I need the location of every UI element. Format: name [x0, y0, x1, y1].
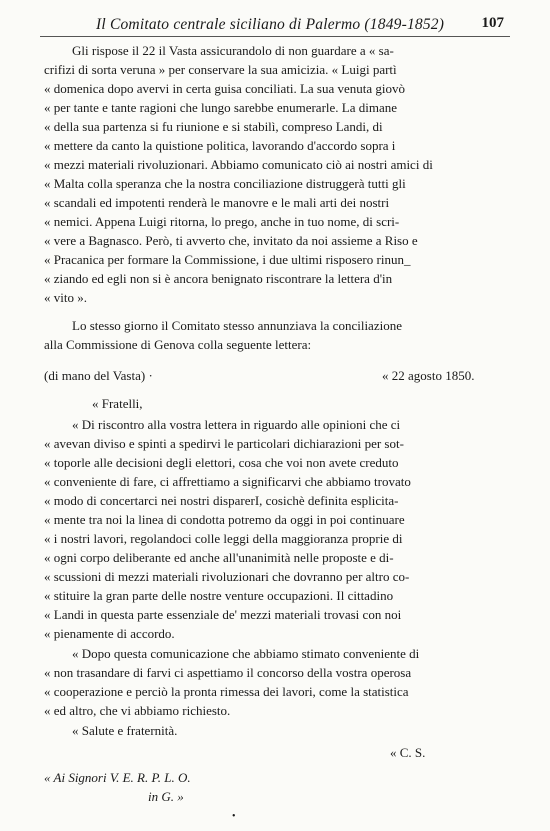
- text-line: « nemici. Appena Luigi ritorna, lo prego, anche in tuo nome, di scri-: [44, 214, 400, 229]
- letter-line: « toporle alle decisioni degli elettori, cosa che voi non avete creduto: [44, 455, 399, 470]
- letter-line: « mente tra noi la linea di condotta potremo da oggi in poi continuare: [44, 512, 405, 527]
- running-title: Il Comitato centrale siciliano di Palermo (1849-1852): [96, 16, 445, 33]
- letter-line: « non trasandare di farvi ci aspettiamo il concorso della vostra operosa: [44, 665, 412, 680]
- letter-address-city: in G. »: [148, 789, 184, 804]
- text-line: « vere a Bagnasco. Però, ti avverto che, invitato da noi assieme a Riso e: [44, 233, 418, 248]
- letter-line: « stituire la gran parte delle nostre venture occupazioni. Il cittadino: [44, 588, 394, 603]
- letter-line: « pienamente di accordo.: [44, 626, 175, 641]
- text-line: alla Commissione di Genova colla seguente lettera:: [44, 337, 312, 352]
- letter-date: « 22 agosto 1850.: [382, 368, 475, 383]
- text-line: « Pracanica per formare la Commissione, i due ultimi risposero rinun_: [44, 252, 411, 267]
- letter-author-note: (di mano del Vasta) ·: [44, 368, 153, 383]
- letter-line: « Dopo questa comunicazione che abbiamo stimato conveniente di: [72, 646, 420, 661]
- letter-line: « ed altro, che vi abbiamo richiesto.: [44, 703, 231, 718]
- letter-line: « modo di concertarci nei nostri disparerI, cosichè definita esplicita-: [44, 493, 399, 508]
- letter-salutation: « Fratelli,: [92, 396, 143, 411]
- letter-line: « cooperazione e perciò la pronta rimessa dei lavori, come la statistica: [44, 684, 409, 699]
- letter-line: « conveniente di fare, ci affrettiamo a significarvi che abbiamo trovato: [44, 474, 411, 489]
- page-number: 107: [481, 15, 504, 31]
- text-line: « mettere da canto la quistione politica, lavorando d'accordo sopra i: [44, 138, 396, 153]
- letter-signature: « C. S.: [390, 745, 426, 760]
- letter-line: « avevan diviso e spinti a spedirvi le particolari dichiarazioni per sot-: [44, 436, 404, 451]
- letter-line: « i nostri lavori, regolandoci colle leggi della maggioranza proprie di: [44, 531, 403, 546]
- running-header: [40, 14, 510, 37]
- letter-line: « Di riscontro alla vostra lettera in riguardo alle opinioni che ci: [72, 417, 401, 432]
- text-line: Gli rispose il 22 il Vasta assicurandolo di non guardare a « sa-: [72, 43, 394, 58]
- text-line: Lo stesso giorno il Comitato stesso annunziava la conciliazione: [72, 318, 402, 333]
- letter-line: « scussioni di mezzi materiali rivoluzionari che dovranno per altro co-: [44, 569, 410, 584]
- letter-address: « Ai Signori V. E. R. P. L. O.: [44, 770, 191, 785]
- text-line: « domenica dopo avervi in certa guisa conciliati. La sua venuta giovò: [44, 81, 405, 96]
- text-line: « vito ».: [44, 290, 87, 305]
- letter-line: « Landi in questa parte essenziale de' mezzi materiali trovasi con noi: [44, 607, 402, 622]
- footer-mark: •: [232, 811, 236, 822]
- text-line: « scandali ed impotenti renderà le manovre e le mali arti dei nostri: [44, 195, 390, 210]
- letter-line: « ogni corpo deliberante ed anche all'unanimità nelle proposte e di-: [44, 550, 394, 565]
- text-line: crifizi di sorta veruna » per conservare la sua amicizia. « Luigi partì: [44, 62, 397, 77]
- text-line: « Malta colla speranza che la nostra conciliazione distruggerà tutti gli: [44, 176, 406, 191]
- text-line: « per tante e tante ragioni che lungo sarebbe enumerarle. La dimane: [44, 100, 398, 115]
- letter-closing: « Salute e fraternità.: [72, 723, 178, 738]
- text-line: « mezzi materiali rivoluzionari. Abbiamo comunicato ciò ai nostri amici di: [44, 157, 433, 172]
- text-line: « della sua partenza si fu riunione e si stabilì, compreso Landi, di: [44, 119, 383, 134]
- text-line: « ziando ed egli non si è ancora benignato riscontrare la lettera d'in: [44, 271, 393, 286]
